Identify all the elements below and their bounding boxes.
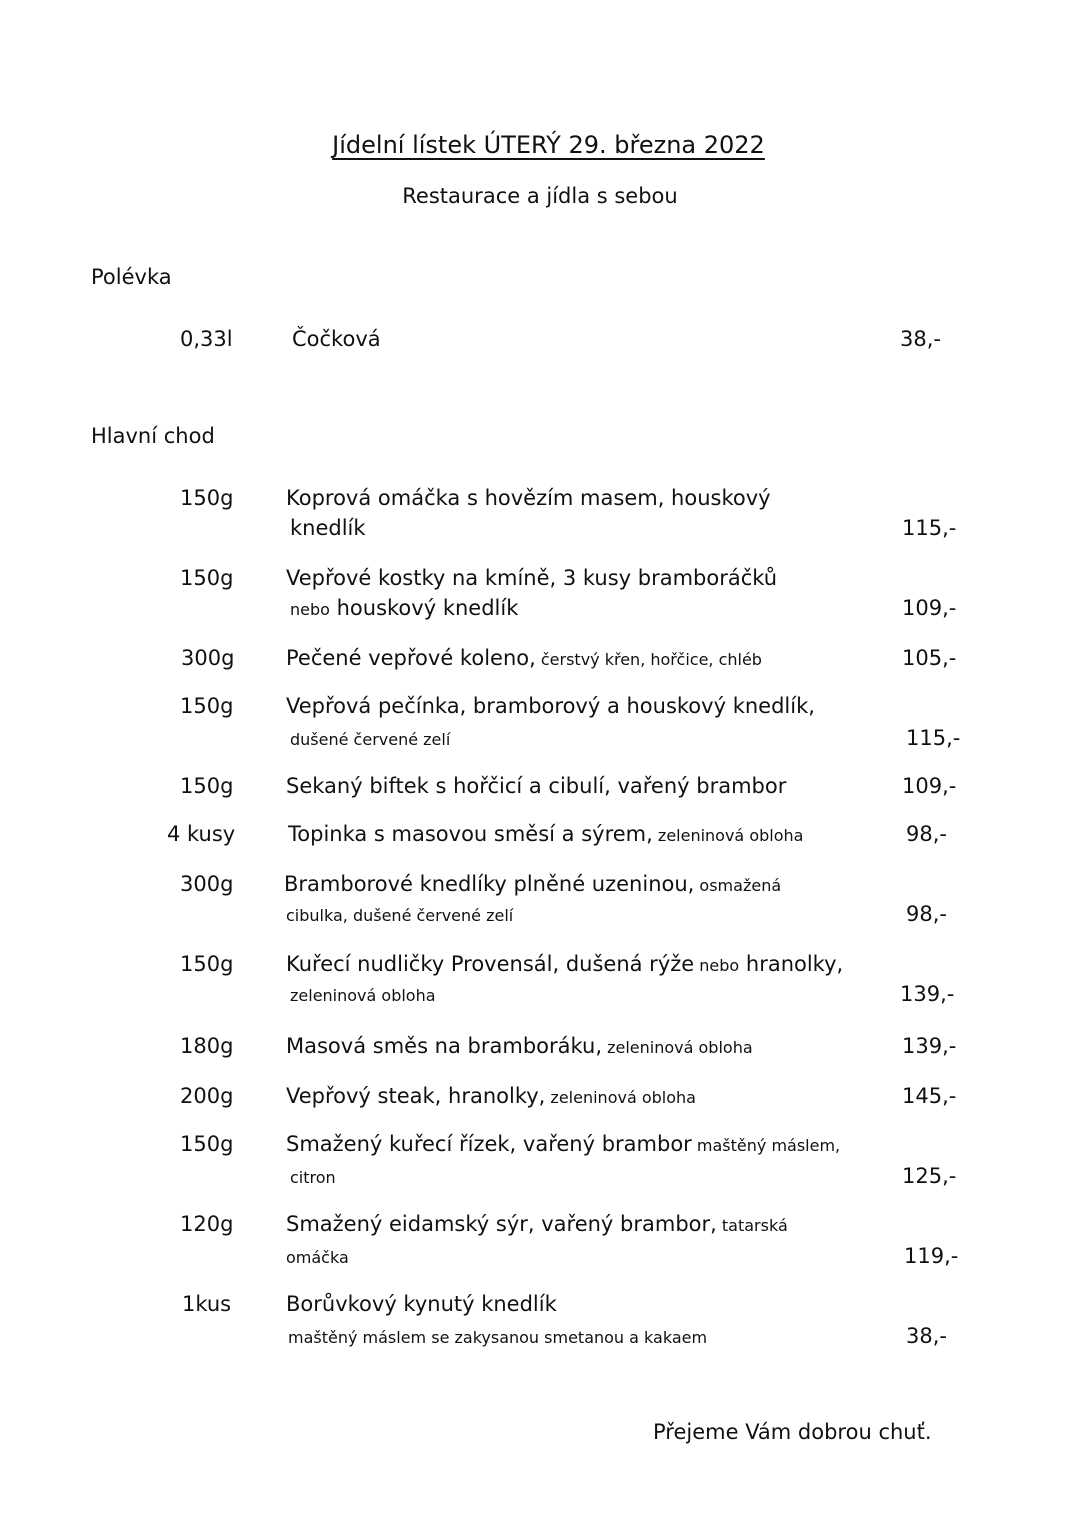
item-name-part: Topinka s masovou směsí a sýrem, bbox=[288, 822, 653, 846]
item-name-continued bbox=[290, 596, 518, 620]
item-name: Sekaný biftek s hořčicí a cibulí, vařený brambor bbox=[286, 774, 787, 798]
item-name: Vepřové kostky na kmíně, 3 kusy bramboráčků bbox=[286, 566, 778, 590]
item-price: 98,- bbox=[906, 822, 947, 846]
item-price: 115,- bbox=[906, 726, 961, 750]
item-quantity: 300g bbox=[181, 646, 235, 670]
item-name-part: Kuřecí nudličky Provensál, dušená rýže bbox=[286, 952, 695, 976]
item-price: 38,- bbox=[906, 1324, 947, 1348]
item-name: Koprová omáčka s hovězím masem, houskový bbox=[286, 486, 771, 510]
item-note: omáčka bbox=[286, 1248, 349, 1267]
item-price: 109,- bbox=[902, 596, 957, 620]
item-price: 105,- bbox=[902, 646, 957, 670]
item-quantity: 150g bbox=[180, 694, 234, 718]
item-name-continued: knedlík bbox=[290, 516, 366, 540]
closing-wish: Přejeme Vám dobrou chuť. bbox=[653, 1420, 932, 1444]
item-name-part: Pečené vepřové koleno, bbox=[286, 646, 536, 670]
item-name bbox=[286, 1034, 753, 1058]
item-name-part: houskový knedlík bbox=[329, 596, 519, 620]
item-price: 115,- bbox=[902, 516, 957, 540]
item-quantity: 150g bbox=[180, 486, 234, 510]
soup-name: Čočková bbox=[292, 327, 381, 351]
item-name-part: Vepřový steak, hranolky, bbox=[286, 1084, 546, 1108]
menu-title: Jídelní lístek ÚTERÝ 29. března 2022 bbox=[332, 131, 765, 159]
item-price: 119,- bbox=[904, 1244, 959, 1268]
item-note: zeleninová obloha bbox=[602, 1038, 753, 1057]
item-price: 139,- bbox=[900, 982, 955, 1006]
item-note: osmažená bbox=[694, 876, 782, 895]
item-note: dušené červené zelí bbox=[290, 730, 451, 749]
menu-subtitle: Restaurace a jídla s sebou bbox=[402, 184, 678, 208]
item-quantity: 150g bbox=[180, 774, 234, 798]
item-quantity: 200g bbox=[180, 1084, 234, 1108]
item-price: 139,- bbox=[902, 1034, 957, 1058]
item-quantity: 150g bbox=[180, 952, 234, 976]
item-name: Vepřová pečínka, bramborový a houskový knedlík, bbox=[286, 694, 815, 718]
item-note: čerstvý křen, hořčice, chléb bbox=[535, 650, 762, 669]
item-quantity: 1kus bbox=[182, 1292, 232, 1316]
item-quantity: 150g bbox=[180, 1132, 234, 1156]
item-quantity: 4 kusy bbox=[167, 822, 236, 846]
item-name bbox=[286, 1212, 788, 1236]
section-heading-main: Hlavní chod bbox=[91, 424, 215, 448]
item-name bbox=[286, 1084, 696, 1108]
item-note: cibulka, dušené červené zelí bbox=[286, 906, 514, 925]
section-heading-soup: Polévka bbox=[91, 265, 172, 289]
item-name-part: Smažený eidamský sýr, vařený brambor, bbox=[286, 1212, 717, 1236]
item-note: nebo bbox=[694, 956, 740, 975]
item-quantity: 150g bbox=[180, 566, 234, 590]
item-note: maštěný máslem, bbox=[691, 1136, 841, 1155]
item-quantity: 120g bbox=[180, 1212, 234, 1236]
item-note: maštěný máslem se zakysanou smetanou a kakaem bbox=[288, 1328, 708, 1347]
item-note: zeleninová obloha bbox=[652, 826, 804, 845]
item-name bbox=[286, 646, 762, 670]
item-name bbox=[286, 1132, 840, 1156]
item-name-part: hranolky, bbox=[739, 952, 844, 976]
item-note: citron bbox=[290, 1168, 336, 1187]
item-name: Borůvkový kynutý knedlík bbox=[286, 1292, 557, 1316]
item-price: 98,- bbox=[906, 902, 947, 926]
item-note: zeleninová obloha bbox=[545, 1088, 696, 1107]
soup-price: 38,- bbox=[900, 327, 941, 351]
item-name-part: Bramborové knedlíky plněné uzeninou, bbox=[284, 872, 695, 896]
item-name bbox=[286, 952, 843, 976]
item-price: 125,- bbox=[902, 1164, 957, 1188]
item-name-part: Smažený kuřecí řízek, vařený brambor bbox=[286, 1132, 692, 1156]
item-note: nebo bbox=[290, 600, 330, 619]
item-price: 109,- bbox=[902, 774, 957, 798]
item-price: 145,- bbox=[902, 1084, 957, 1108]
item-name bbox=[284, 872, 781, 896]
item-name bbox=[288, 822, 803, 846]
item-note: zeleninová obloha bbox=[290, 986, 436, 1005]
item-note: tatarská bbox=[716, 1216, 788, 1235]
item-quantity: 180g bbox=[180, 1034, 234, 1058]
item-name-part: Masová směs na bramboráku, bbox=[286, 1034, 603, 1058]
item-quantity: 300g bbox=[180, 872, 234, 896]
soup-quantity: 0,33l bbox=[180, 327, 233, 351]
